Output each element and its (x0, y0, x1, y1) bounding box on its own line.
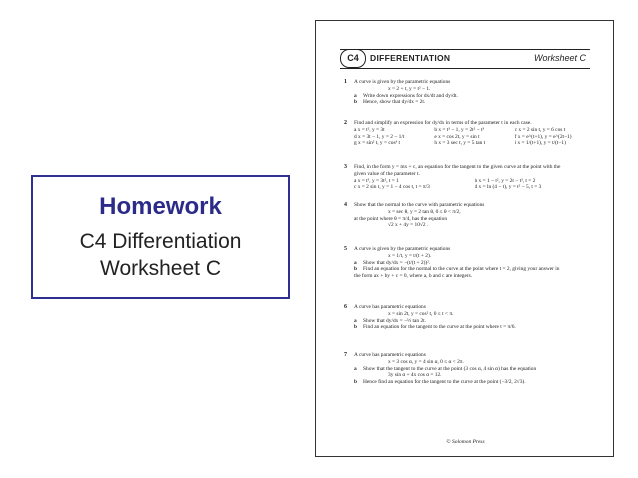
question-part-cell: d x = ln (4 − t), y = t² − 5, t = 3 (474, 184, 542, 191)
question-line: b Hence find an equation for the tangent to the curve at the point (−3/2, 2√3). (354, 379, 526, 386)
question-line: a Show that dy/dx = −(t/(t + 2))². (354, 259, 431, 266)
question-part-cell: a x = t³, y = 3t², t = 1 (354, 177, 399, 184)
worksheet-footer: © Solomon Press (446, 439, 485, 445)
question-part-cell: g x = sin² t, y = cos³ t (354, 140, 400, 147)
question-line (340, 184, 595, 191)
part-label: b (354, 324, 357, 331)
question-part-cell: e x = cos 2t, y = sin t (434, 133, 480, 140)
title-line-2: Worksheet C (100, 256, 221, 280)
question-part-cell: b x = 1 − t², y = 2t − t³, t = 2 (474, 177, 536, 184)
question-line: Find, in the form y = mx + c, an equation for the tangent to the given curve at the point with the (354, 164, 561, 170)
question-line: A curve has parametric equations (354, 304, 426, 310)
worksheet-header (340, 49, 590, 69)
question-part-cell: i x = 1/(t+1), y = t/(t−1) (514, 140, 566, 147)
question-number: 5 (344, 246, 347, 252)
question-line: √2 x + 4y = 10√2 . (388, 222, 429, 229)
worksheet-name: Worksheet C (533, 53, 586, 63)
question-number: 1 (344, 79, 347, 85)
question-number: 3 (344, 164, 347, 170)
part-label: b (354, 379, 357, 386)
question-line: Find and simplify an expression for dy/dx in terms of the parameter t in each case. (354, 120, 532, 126)
question-part-cell: b x = t³ − 1, y = 2t² − t³ (434, 126, 485, 133)
worksheet-code-badge: C4 (340, 49, 366, 68)
question-number: 7 (344, 352, 347, 358)
question-line (340, 178, 595, 185)
question-part-cell: c x = 2 sin t, y = 6 cos t (514, 126, 566, 133)
question-line: 3y sin α + 4x cos α = 12. (388, 372, 442, 379)
question-line: at the point where θ = π/4, has the equation (354, 215, 448, 222)
part-label: b (354, 99, 357, 106)
question-3 (340, 164, 595, 202)
question-line: x = 2 + t, y = t² − 1. (388, 85, 431, 92)
question-number: 4 (344, 202, 347, 208)
question-part-cell: a x = t², y = 3t (354, 126, 385, 133)
question-part-cell: d x = 3t − 1, y = 2 − 1/t (354, 133, 405, 140)
question-part-cell: h x = 3 sec t, y = 5 tan t (434, 140, 486, 147)
question-line: A curve is given by the parametric equations (354, 79, 451, 85)
question-line: b Hence, show that dy/dx = 2t. (354, 99, 426, 106)
question-line (340, 127, 595, 134)
question-6 (340, 304, 595, 352)
part-label: a (354, 92, 357, 99)
question-line: x = 1/t, y = t/(t + 2). (388, 252, 432, 259)
worksheet-page (315, 20, 614, 457)
question-7 (340, 352, 595, 396)
question-line: Show that the normal to the curve with parametric equations (354, 202, 485, 208)
question-line: the form ax + by + c = 0, where a, b and c are integers. (354, 273, 473, 280)
title-line-1: C4 Differentiation (79, 229, 242, 253)
question-line: x = sin 2t, y = cos² t, 0 ≤ t < π. (388, 310, 454, 317)
question-part-cell: c x = 2 sin t, y = 1 − 4 cos t, t = π/3 (354, 184, 430, 191)
question-5 (340, 246, 595, 304)
question-line: x = sec θ, y = 2 tan θ, 0 ≤ θ < π/2, (388, 208, 461, 215)
worksheet-topic: DIFFERENTIATION (370, 53, 451, 63)
question-line: a Show that the tangent to the curve at the point (3 cos α, 4 sin α) has the equation (354, 365, 537, 372)
question-line: x = 3 cos α, y = 4 sin α, 0 ≤ α < 2π. (388, 358, 464, 365)
question-number: 6 (344, 304, 347, 310)
question-line: given value of the parameter t. (354, 170, 420, 177)
question-part-cell: f x = e^(t+1), y = e^(2t−1) (514, 133, 572, 140)
question-4 (340, 202, 595, 246)
question-line: b Find an equation for the normal to the curve at the point where t = 2, giving your answer in (354, 266, 560, 273)
part-label: a (354, 365, 357, 372)
part-label: a (354, 259, 357, 266)
question-list (340, 79, 595, 396)
title-box (31, 175, 290, 299)
part-label: a (354, 317, 357, 324)
question-line (340, 134, 595, 141)
question-2 (340, 120, 595, 164)
question-line (340, 140, 595, 147)
question-line: b Find an equation for the tangent to the curve at the point where t = π/6. (354, 324, 516, 331)
question-line: a Write down expressions for dx/dt and dy/dt. (354, 92, 458, 99)
part-label: b (354, 266, 357, 273)
question-line: a Show that dy/dx = −½ tan 2t. (354, 317, 426, 324)
question-1 (340, 79, 595, 120)
question-line: A curve has parametric equations (354, 352, 426, 358)
homework-heading: Homework (99, 192, 222, 220)
question-number: 2 (344, 120, 347, 126)
question-line: A curve is given by the parametric equations (354, 246, 451, 252)
